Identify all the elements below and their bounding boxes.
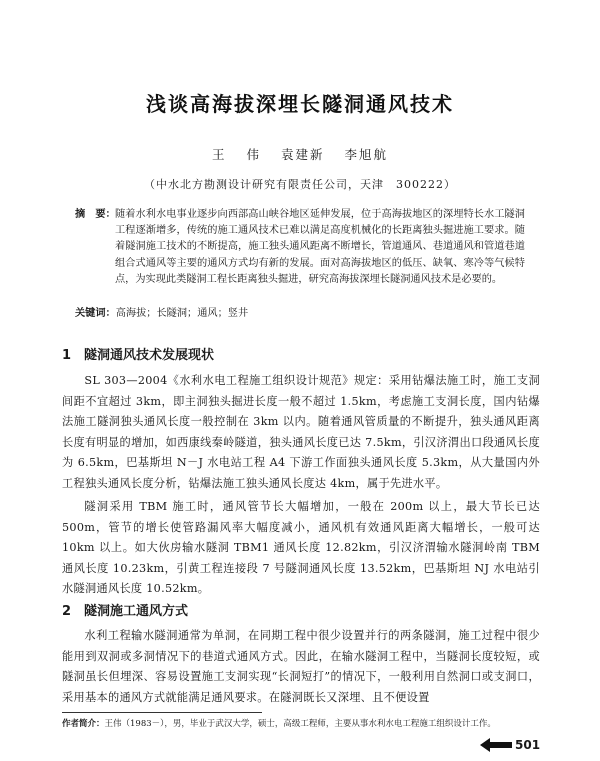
- author-name: 李旭航: [344, 147, 388, 162]
- section-heading-2: [62, 600, 188, 619]
- section-title: 隧洞施工通风方式: [84, 604, 189, 619]
- footnote-label: 作者简介：: [62, 719, 105, 729]
- footnote-divider: [62, 712, 262, 713]
- section-heading-1: [62, 344, 214, 363]
- page-marker: [480, 738, 540, 752]
- section-title: 隧洞通风技术发展现状: [84, 348, 215, 363]
- abstract-text: 随着水利水电事业逐步向西部高山峡谷地区延伸发展，位于高海拔地区的深埋特长水工隧洞工程逐渐增多，传统的施工通风技术已难以满足高度机械化的长距离独头掘进施工要求。随着隧洞施工技术的不断提高，施工独头通风距离不断增长，管道通风、巷道通风和管道巷道组合式通风等主要的通风方式均有新的发展。面对高海拔地区的低压、缺氧、寒冷等气候特点，为实现此类隧洞工程长距离独头掘进，研究高海拔深埋长隧洞通风技术是必要的。: [115, 209, 525, 285]
- page-arrow-icon: [480, 738, 512, 752]
- keywords-label: 关键词：: [75, 308, 116, 319]
- paper-title: 浅谈高海拔深埋长隧洞通风技术: [146, 92, 454, 116]
- body-paragraph: 水利工程输水隧洞通常为单洞，在同期工程中很少设置并行的两条隧洞，施工过程中很少能用到双洞或多洞情况下的巷道式通风方式。因此，在输水隧洞工程中，当隧洞长度较短，或隧洞虽长但埋深、容易设置施工支洞实现“长洞短打”的情况下，一般利用自然洞口或支洞口，采用基本的通风方式就能满足通风要求。在隧洞既长又深埋、且不便设置: [62, 629, 540, 704]
- footnote-text: 王伟（1983－），男，毕业于武汉大学，硕士，高级工程师，主要从事水利水电工程施工组织设计工作。: [104, 719, 496, 729]
- affiliation: （中水北方勘测设计研究有限责任公司，天津 300222）: [144, 178, 456, 191]
- keywords-text: 高海拔；长隧洞；通风；竖井: [115, 308, 249, 319]
- abstract: [75, 207, 525, 288]
- abstract-label: 摘 要：: [75, 209, 116, 220]
- page-number: 501: [515, 738, 541, 752]
- keywords: [75, 304, 525, 319]
- footnote: [62, 718, 540, 730]
- section-number: 1: [62, 348, 72, 363]
- body-paragraph: 隧洞采用 TBM 施工时，通风管节长大幅增加，一般在 200m 以上，最大节长已达 500m，管节的增长使管路漏风率大幅度减小，通风机有效通风距离大幅增长，一般可达 10km 以上。如大伙房输水隧洞 TBM1 通风长度 12.82km，引汉济渭输水隧洞岭南 TBM 通风长度 10.23km，引黄工程连接段 7 号隧洞通风长度 13.52km，巴基斯坦 NJ 水电站引水隧洞通风长度 10.52km。: [62, 500, 540, 595]
- body-paragraph: SL 303—2004《水利水电工程施工组织设计规范》规定：采用钻爆法施工时，施工支洞间距不宜超过 3km，即主洞独头掘进长度一般不超过 1.5km，考虑施工支洞长度，国内钻爆法施工隧洞独头通风长度一般控制在 3km 以内。随着通风管质量的不断提升，独头通风距离长度有明显的增加，如西康线秦岭隧道，独头通风长度已达 7.5km，引汉济渭出口段通风长度为 6.5km，巴基斯坦 N－J 水电站工程 A4 下游工作面独头通风长度 5.3km，从大量国内外工程独头通风长度分析，钻爆法施工独头通风长度达 4km，属于先进水平。: [62, 374, 540, 490]
- author-name: 王 伟: [212, 147, 261, 162]
- section-number: 2: [62, 604, 72, 619]
- author-list: [0, 145, 600, 163]
- author-name: 袁建新: [280, 147, 325, 162]
